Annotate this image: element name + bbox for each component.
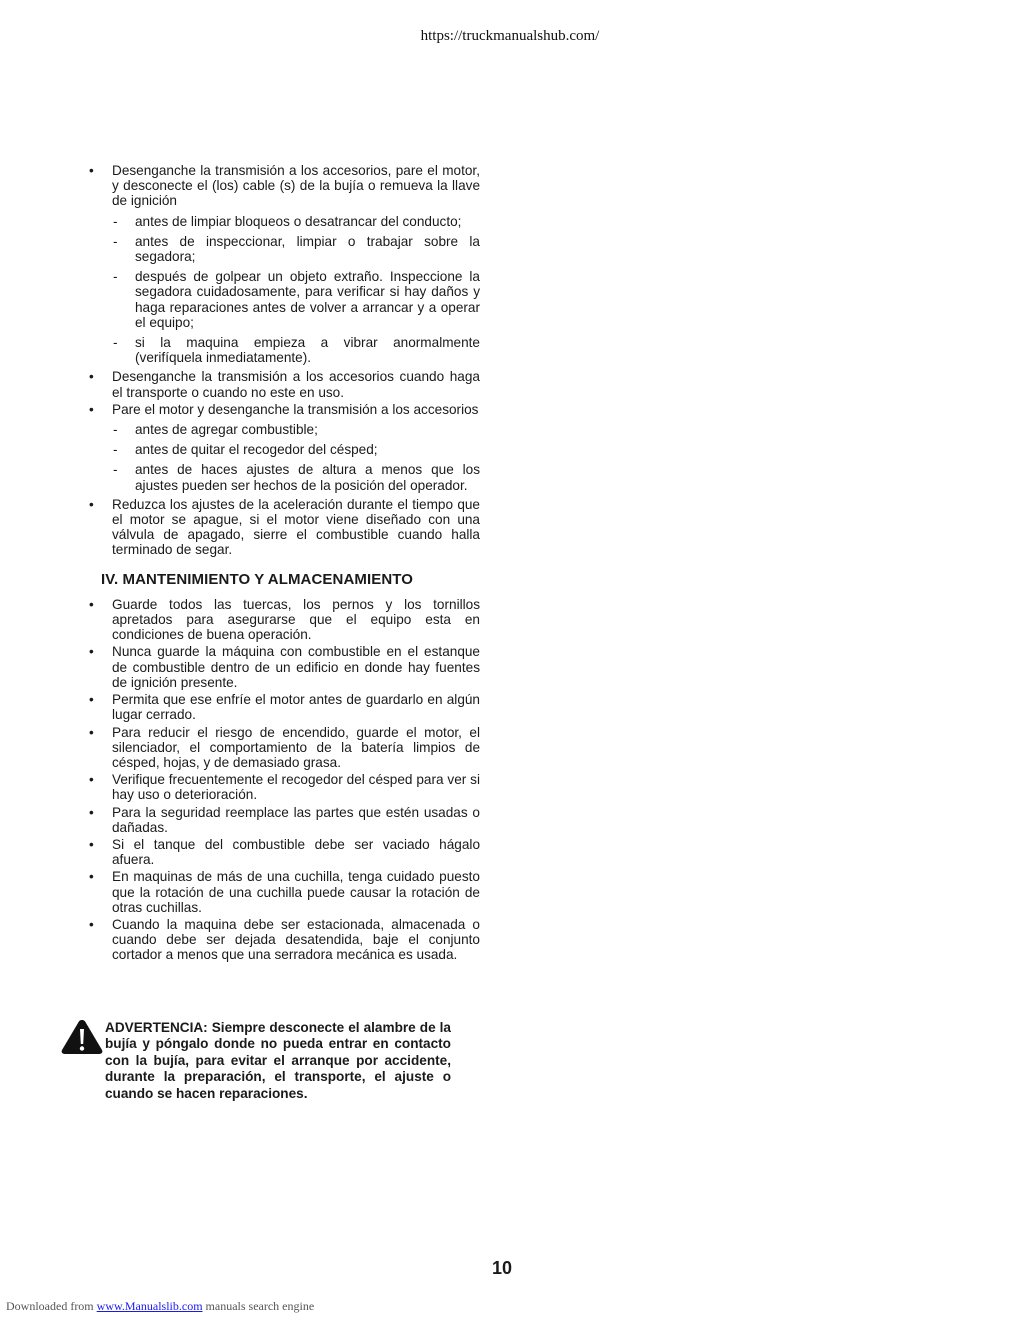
list-item — [88, 163, 480, 209]
list-item-text: Nunca guarde la máquina con combustible en el estanque de combustible dentro de un edificio en donde hay fuentes de ignición presente. — [112, 644, 480, 690]
page-number: 10 — [491, 1258, 513, 1278]
bullet-icon: • — [89, 496, 94, 512]
list-item-text: Permita que ese enfríe el motor antes de guardarlo en algún lugar cerrado. — [112, 692, 480, 723]
sub-list-item — [88, 214, 480, 229]
bullet-icon: • — [89, 772, 94, 788]
footer — [6, 1299, 314, 1314]
bullet-icon: • — [89, 163, 94, 178]
warning-text: ADVERTENCIA: Siempre desconecte el alambre de la bujía y póngalo donde no pueda entrar en contacto con la bujía, para evitar el arranque por accidente, durante la preparación, el transporte, el ajuste o cuando se hacen reparaciones. — [105, 1020, 451, 1101]
footer-suffix: manuals search engine — [205, 1299, 315, 1313]
list-item-text: En maquinas de más de una cuchilla, tenga cuidado puesto que la rotación de una cuchilla puede causar la rotación de otras cuchillas. — [112, 869, 480, 915]
sub-list-item-text: si la maquina empieza a vibrar anormalmente (verifíquela inmediatamente). — [135, 335, 480, 366]
dash-icon: - — [113, 462, 118, 478]
dash-icon: - — [113, 422, 118, 438]
list-item — [88, 692, 480, 722]
list-item — [88, 369, 480, 399]
sub-list-item — [88, 269, 480, 330]
list-item — [88, 725, 480, 771]
list-item-text: Desenganche la transmisión a los accesorios, pare el motor, y desconecte el (los) cable (s) de la bujía o remueva la llave de ignición — [112, 163, 480, 209]
list-item-text: Para la seguridad reemplace las partes que estén usadas o dañadas. — [112, 804, 480, 835]
sub-list-item-text: antes de agregar combustible; — [135, 422, 318, 438]
sub-list-item — [88, 335, 480, 365]
bullet-icon: • — [89, 596, 94, 612]
intro-list — [88, 163, 480, 558]
sub-list-item — [88, 442, 480, 457]
content-column — [88, 163, 480, 965]
list-item — [88, 497, 480, 558]
bullet-icon: • — [89, 916, 94, 932]
header-url[interactable]: https://truckmanualshub.com/ — [420, 28, 600, 44]
dash-icon: - — [113, 213, 118, 229]
list-item-text: Si el tanque del combustible debe ser vaciado hágalo afuera. — [112, 836, 480, 868]
list-item — [88, 917, 480, 963]
dash-icon: - — [113, 335, 118, 351]
sub-list-item-text: antes de haces ajustes de altura a menos que los ajustes pueden ser hechos de la posición del operador. — [135, 462, 480, 493]
list-item-text: Pare el motor y desenganche la transmisión a los accesorios — [112, 401, 479, 417]
list-item — [88, 597, 480, 643]
warning-triangle-icon — [60, 1018, 104, 1056]
sub-list-item-text: antes de quitar el recogedor del césped; — [135, 442, 378, 458]
sub-list-item — [88, 462, 480, 492]
list-item — [88, 805, 480, 835]
bullet-icon: • — [89, 692, 94, 708]
list-item-text: Para reducir el riesgo de encendido, guarde el motor, el silenciador, el comportamiento de la batería limpios de césped, hojas, y de demasiado grasa. — [112, 724, 480, 770]
bullet-icon: • — [89, 869, 94, 885]
bullet-icon: • — [89, 724, 94, 740]
footer-link[interactable]: www.Manualslib.com — [96, 1299, 203, 1313]
bullet-icon: • — [89, 836, 94, 852]
bullet-icon: • — [89, 369, 94, 385]
sub-list-item — [88, 234, 480, 264]
sub-list-item-text: antes de inspeccionar, limpiar o trabajar sobre la segadora; — [135, 233, 480, 265]
dash-icon: - — [113, 233, 118, 249]
list-item-text: Reduzca los ajustes de la aceleración durante el tiempo que el motor se apague, si el motor viene diseñado con una válvula de apagado, sierre el combustible cuando halla terminado de segar. — [112, 496, 480, 558]
list-item — [88, 837, 480, 867]
list-item — [88, 402, 480, 417]
footer-prefix: Downloaded from — [6, 1299, 94, 1313]
list-item — [88, 644, 480, 690]
sub-list-item — [88, 422, 480, 437]
bullet-icon: • — [89, 401, 94, 417]
list-item-text: Guarde todos las tuercas, los pernos y los tornillos apretados para asegurarse que el equipo esta en condiciones de buena operación. — [112, 596, 480, 643]
sub-list-item-text: antes de limpiar bloqueos o desatrancar del conducto; — [135, 213, 462, 229]
dash-icon: - — [113, 269, 118, 285]
list-item-text: Verifique frecuentemente el recogedor del césped para ver si hay uso o deterioración. — [112, 772, 480, 803]
sub-list-item-text: después de golpear un objeto extraño. Inspeccione la segadora cuidadosamente, para verificar si hay daños y haga reparaciones antes de volver a arrancar y a operar el equipo; — [135, 269, 480, 330]
bullet-icon: • — [89, 644, 94, 660]
list-item — [88, 869, 480, 915]
list-item — [88, 772, 480, 802]
list-item-text: Desenganche la transmisión a los accesorios cuando haga el transporte o cuando no este en uso. — [112, 369, 480, 400]
list-item-text: Cuando la maquina debe ser estacionada, almacenada o cuando debe ser dejada desatendida, baje el conjunto cortador a menos que una serradora mecánica es usada. — [112, 916, 480, 963]
section-list — [88, 597, 480, 963]
dash-icon: - — [113, 442, 118, 458]
bullet-icon: • — [89, 804, 94, 820]
section-heading: IV. MANTENIMIENTO Y ALMACENAMIENTO — [101, 570, 414, 588]
